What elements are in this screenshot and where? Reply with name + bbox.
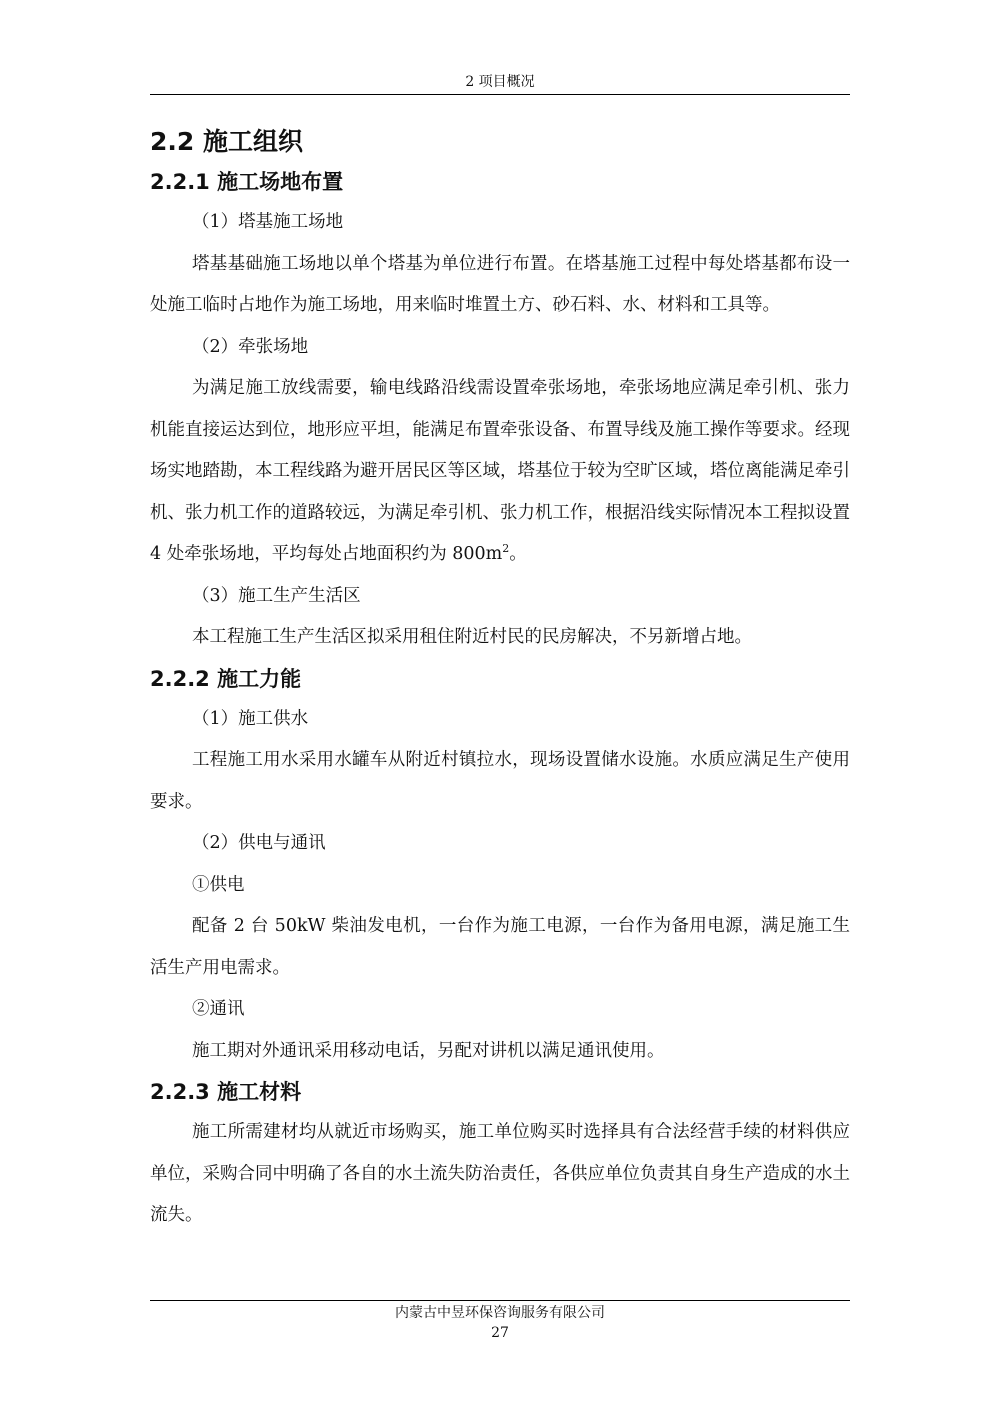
- paragraph-tower-site: 塔基基础施工场地以单个塔基为单位进行布置。在塔基施工过程中每处塔基都布设一处施工临时占地作为施工场地，用来临时堆置土方、砂石料、水、材料和工具等。: [150, 253, 850, 315]
- section-heading: 2.2 施工组织: [150, 127, 303, 156]
- superscript-2: 2: [502, 542, 510, 556]
- page-body: [150, 122, 850, 1237]
- item-title-power: ①供电: [192, 874, 245, 895]
- company-name: 内蒙古中昱环保咨询服务有限公司: [395, 1305, 605, 1321]
- paragraph-water: 工程施工用水采用水罐车从附近村镇拉水，现场设置储水设施。水质应满足生产使用要求。: [150, 750, 850, 812]
- subsection-heading-223: 2.2.3 施工材料: [150, 1080, 302, 1104]
- item-title-comm: ②通讯: [192, 999, 245, 1019]
- paragraph-materials: 施工所需建材均从就近市场购买，施工单位购买时选择具有合法经营手续的材料供应单位，采购合同中明确了各自的水土流失防治责任，各供应单位负责其自身生产造成的水土流失。: [150, 1122, 850, 1225]
- page-footer: [150, 1300, 850, 1343]
- page-number: 27: [491, 1325, 509, 1341]
- running-header: [150, 72, 850, 95]
- subsection-heading-222: 2.2.2 施工力能: [150, 666, 302, 691]
- paragraph-tension-site: [150, 368, 850, 576]
- paragraph-tension-site-text: 为满足施工放线需要，输电线路沿线需设置牵张场地，牵张场地应满足牵引机、张力机能直接运达到位，地形应平坦，能满足布置牵张设备、布置导线及施工操作等要求。经现场实地踏勘，本工程线路为避开居民区等区域，塔基位于较为空旷区域，塔位离能满足牵引机、张力机工作的道路较远，为满足牵引机、张力机工作，根据沿线实际情况本工程拟设置 4 处牵张场地，平均每处占地面积约为 800m: [150, 378, 850, 564]
- item-title-tension-site: （2）牵张场地: [192, 336, 309, 357]
- item-title-tower-site: （1）塔基施工场地: [192, 212, 344, 232]
- paragraph-comm: 施工期对外通讯采用移动电话，另配对讲机以满足通讯使用。: [192, 1040, 665, 1061]
- paragraph-power: 配备 2 台 50kW 柴油发电机，一台作为施工电源，一台作为备用电源，满足施工生活生产用电需求。: [150, 916, 850, 978]
- paragraph-living-area: 本工程施工生产生活区拟采用租住附近村民的民房解决，不另新增占地。: [192, 627, 752, 647]
- subsection-heading-221: 2.2.1 施工场地布置: [150, 170, 344, 194]
- paragraph-tension-site-end: 。: [509, 544, 527, 564]
- chapter-title: 2 项目概况: [465, 74, 535, 90]
- item-title-water: （1）施工供水: [192, 708, 309, 729]
- item-title-power-comm: （2）供电与通讯: [192, 833, 326, 853]
- item-title-living-area: （3）施工生产生活区: [192, 585, 361, 606]
